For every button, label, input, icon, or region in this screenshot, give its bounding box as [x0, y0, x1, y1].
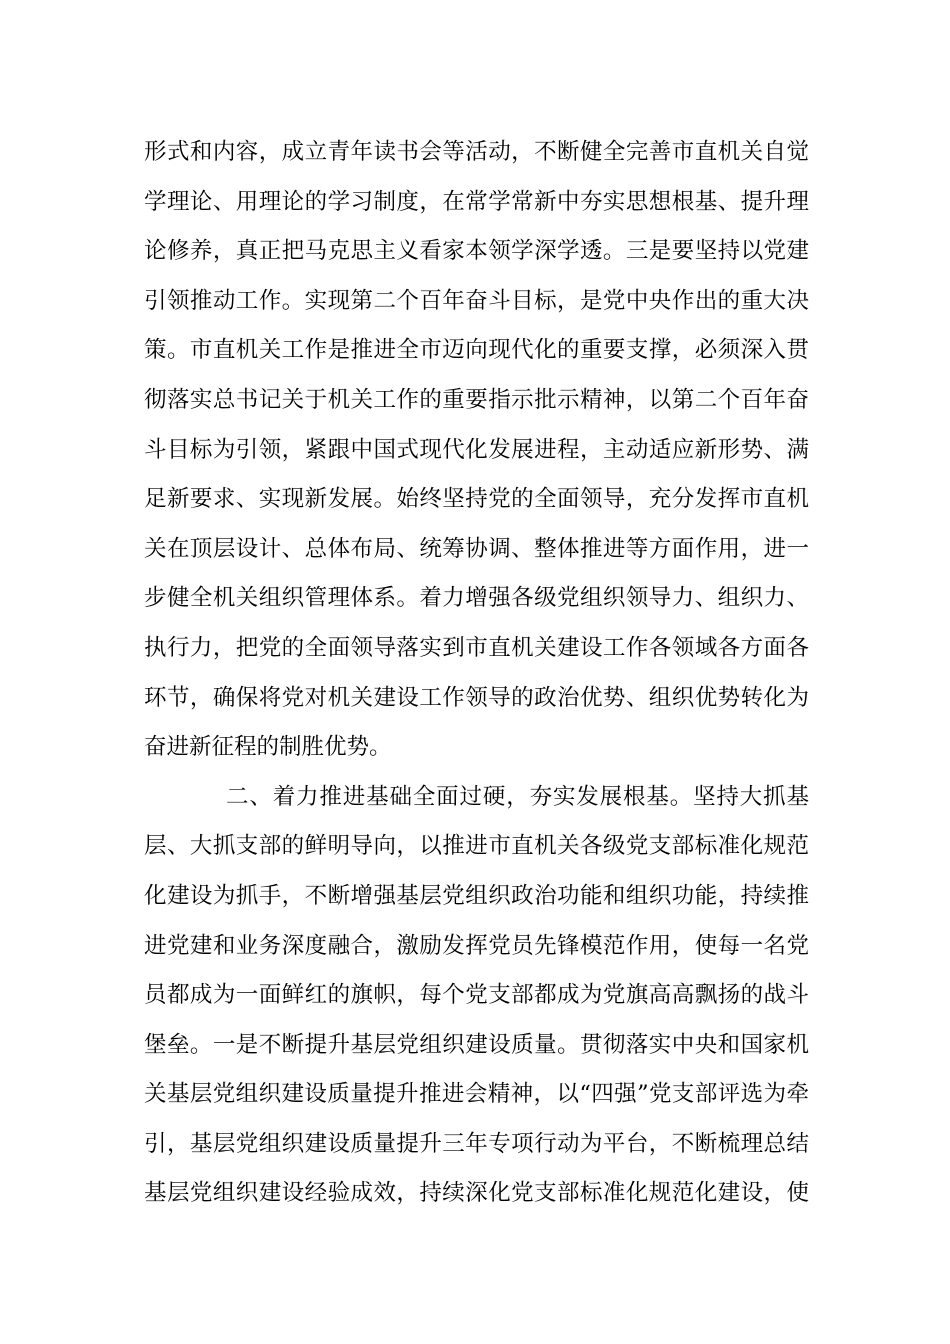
section-heading-line: 二、着力推进基础全面过硬，夯实发展根基。坚持大抓基 — [226, 783, 809, 810]
text-line-3: 论修养，真正把马克思主义看家本领学深学透。三是要坚持以党建 — [144, 238, 809, 265]
text-line-16: 化建设为抓手，不断增强基层党组织政治功能和组织功能，持续推 — [144, 882, 809, 909]
text-line-21: 引，基层党组织建设质量提升三年专项行动为平台，不断梳理总结 — [144, 1130, 809, 1157]
text-line-13: 奋进新征程的制胜优势。 — [144, 734, 392, 761]
text-line-7: 斗目标为引领，紧跟中国式现代化发展进程，主动适应新形势、满 — [144, 436, 809, 463]
text-line-2: 学理论、用理论的学习制度，在常学常新中夯实思想根基、提升理 — [144, 188, 809, 215]
text-line-1: 形式和内容，成立青年读书会等活动，不断健全完善市直机关自觉 — [144, 139, 809, 165]
text-line-6: 彻落实总书记关于机关工作的重要指示批示精神，以第二个百年奋 — [144, 386, 809, 413]
text-line-11: 执行力，把党的全面领导落实到市直机关建设工作各领域各方面各 — [144, 634, 809, 661]
document-body — [144, 128, 809, 1219]
text-line-15: 层、大抓支部的鲜明导向，以推进市直机关各级党支部标准化规范 — [144, 833, 809, 860]
text-line-20: 关基层党组织建设质量提升推进会精神，以“四强”党支部评选为牵 — [144, 1081, 809, 1108]
text-line-12: 环节，确保将党对机关建设工作领导的政治优势、组织优势转化为 — [144, 684, 809, 711]
text-line-17: 进党建和业务深度融合，激励发挥党员先锋模范作用，使每一名党 — [144, 932, 809, 959]
text-line-8: 足新要求、实现新发展。始终坚持党的全面领导，充分发挥市直机 — [144, 486, 809, 513]
text-line-4: 引领推动工作。实现第二个百年奋斗目标，是党中央作出的重大决 — [144, 287, 809, 314]
text-line-10: 步健全机关组织管理体系。着力增强各级党组织领导力、组织力、 — [144, 585, 809, 612]
text-line-19: 堡垒。一是不断提升基层党组织建设质量。贯彻落实中央和国家机 — [144, 1031, 809, 1058]
text-line-9: 关在顶层设计、总体布局、统筹协调、整体推进等方面作用，进一 — [144, 535, 809, 562]
text-line-22: 基层党组织建设经验成效，持续深化党支部标准化规范化建设，使 — [144, 1180, 809, 1207]
text-line-5: 策。市直机关工作是推进全市迈向现代化的重要支撑，必须深入贯 — [144, 337, 809, 364]
text-line-18: 员都成为一面鲜红的旗帜，每个党支部都成为党旗高高飘扬的战斗 — [144, 982, 809, 1009]
